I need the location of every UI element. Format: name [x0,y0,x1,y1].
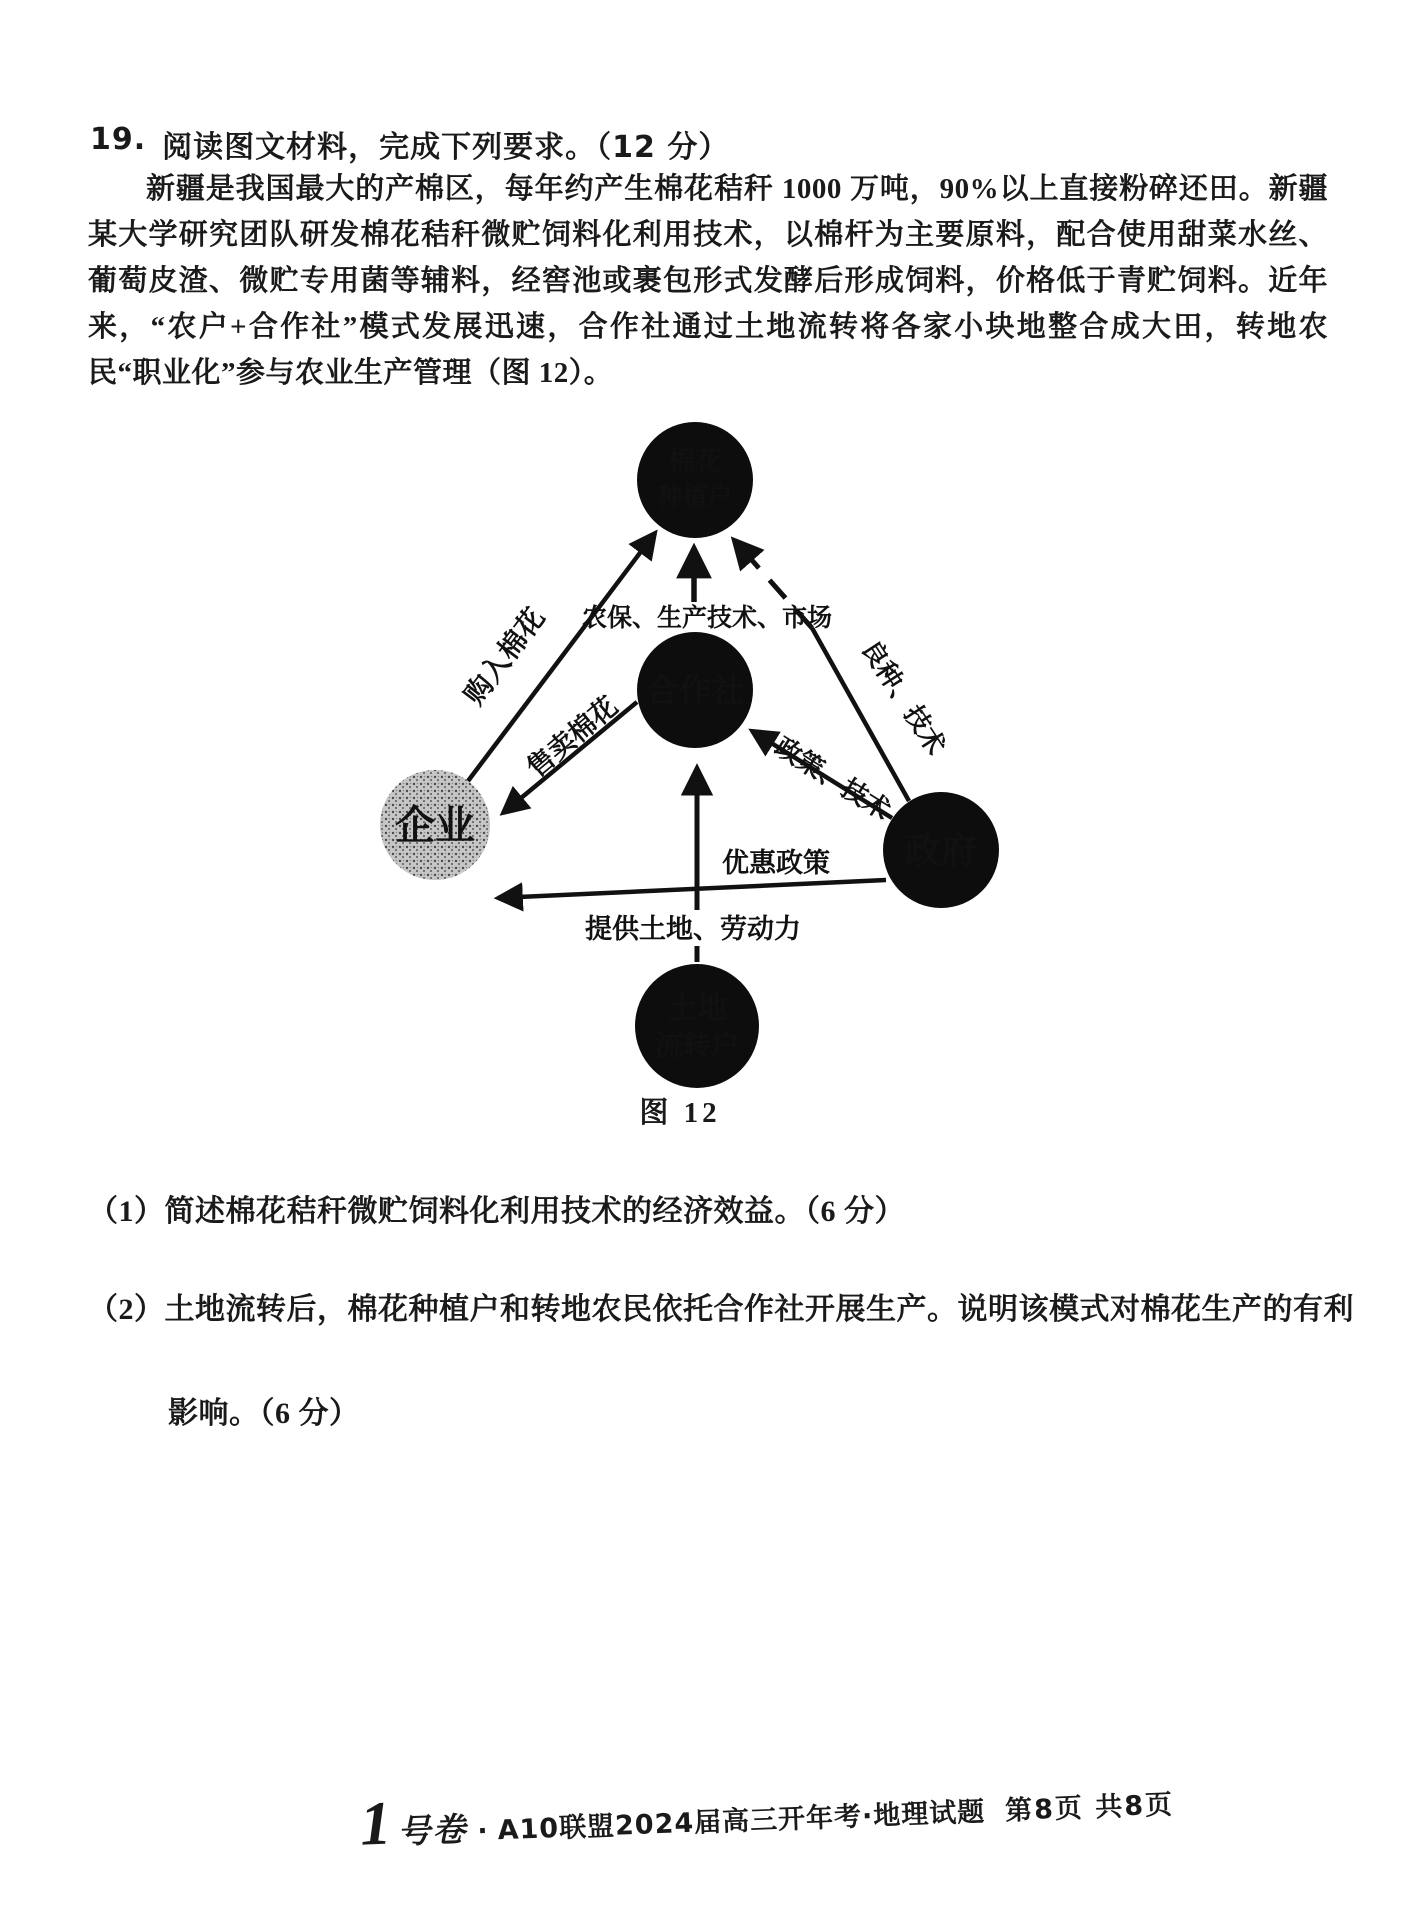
paragraph-line: 新疆是我国最大的产棉区，每年约产生棉花秸秆 1000 万吨，90%以上直接粉碎还田。新疆 [146,173,1328,205]
question-number: 19. [90,122,147,157]
brand-logo-numeral: 1 [358,1789,393,1859]
page-footer [358,1775,1175,1859]
edge-label-coop-to-cotton: 农保、生产技术、市场 [581,603,833,632]
edge-label-enterprise-to-cotton: 购入棉花 [457,601,552,711]
brand-logo-script: 号卷 [396,1812,469,1852]
node-government-label: 政府 [904,831,978,872]
edge-label-government-to-cotton: 良种、技术 [854,634,951,761]
node-cooperative [637,632,753,748]
node-government [883,792,999,908]
sub-question-2: （2）土地流转后，棉花种植户和转地农民依托合作社开展生产。说明该模式对棉花生产的有利 [88,1293,1354,1326]
footer-separator: · [476,1815,489,1848]
node-cotton-line1: 棉花 [668,446,722,477]
node-cotton-farmers [637,422,753,538]
intro-paragraph [88,166,1328,396]
node-enterprise [380,770,490,880]
figure-12-diagram [300,390,1060,1110]
sub-question-2-continued: 影响。（6 分） [168,1397,360,1430]
node-land-line1: 土地 [667,991,727,1026]
paragraph-line: 葡萄皮渣、微贮专用菌等辅料，经窖池或裹包形式发酵后形成饲料，价格低于青贮饲料。近年 [88,265,1328,297]
edge-label-coop-to-enterprise: 售卖棉花 [521,690,624,785]
question-header [90,122,729,166]
paragraph-line: 某大学研究团队研发棉花秸秆微贮饲料化利用技术，以棉杆为主要原料，配合使用甜菜水丝、 [88,219,1328,251]
node-cooperative-label: 合作社 [645,671,745,710]
footer-page-info: 第8页 共8页 [1004,1789,1175,1827]
sub-question-1: （1）简述棉花秸秆微贮饲料化利用技术的经济效益。（6 分） [88,1195,905,1228]
node-land-line2: 流转户 [654,1029,740,1062]
question-header-text: 阅读图文材料，完成下列要求。（12 分） [162,130,730,165]
arrow-government-to-enterprise [498,880,886,898]
edge-label-government-to-coop: 政策、技术 [769,732,896,827]
paragraph-line: 来，“农户+合作社”模式发展迅速，合作社通过土地流转将各家小块地整合成大田，转地农 [88,311,1328,343]
edge-label-government-to-enterprise: 优惠政策 [722,848,830,879]
figure-caption: 图 12 [639,1097,721,1129]
paragraph-line: 民“职业化”参与农业生产管理（图 12）。 [88,357,614,389]
node-land-transfer-households [635,964,759,1088]
node-cotton-line2: 种植户 [657,482,733,511]
edge-label-land-to-coop: 提供土地、劳动力 [585,914,801,945]
node-enterprise-label: 企业 [395,803,475,849]
footer-title: A10联盟2024届高三开年考·地理试题 [497,1796,986,1847]
